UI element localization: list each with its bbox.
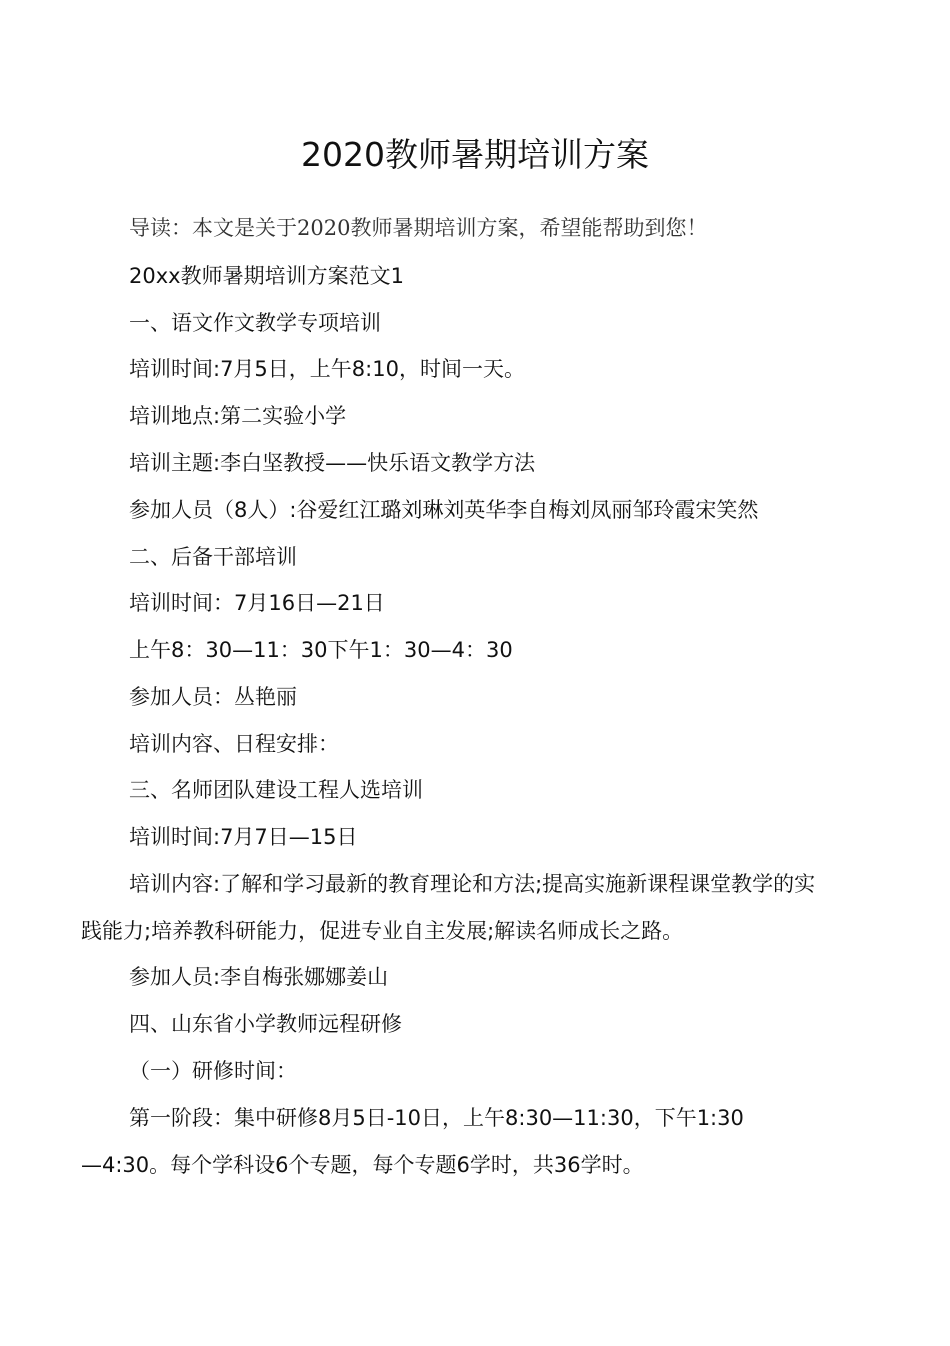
body-line: 参加人员:李自梅张娜娜姜山 <box>129 965 389 989</box>
body-line: 参加人员（8人）:谷爱红江璐刘琳刘英华李自梅刘凤丽邹玲霞宋笑然 <box>129 498 759 522</box>
section-heading: 一、语文作文教学专项培训 <box>129 311 381 335</box>
lead-paragraph: 导读：本文是关于2020教师暑期培训方案，希望能帮助到您！ <box>129 216 708 240</box>
body-line: 培训内容、日程安排： <box>129 732 339 756</box>
body-line: 培训地点:第二实验小学 <box>129 404 347 428</box>
body-line-continuation: —4:30。每个学科设6个专题，每个专题6学时，共36学时。 <box>81 1153 644 1177</box>
body-line: 培训时间:7月7日—15日 <box>129 825 358 849</box>
body-line: 第一阶段：集中研修8月5日-10日，上午8:30—11:30，下午1:30 <box>129 1106 744 1130</box>
body-line: 培训时间：7月16日—21日 <box>129 591 385 615</box>
subsection-heading: （一）研修时间： <box>129 1059 297 1083</box>
document-title: 2020教师暑期培训方案 <box>301 135 649 174</box>
section-heading: 三、名师团队建设工程人选培训 <box>129 778 423 802</box>
body-line: 培训时间:7月5日，上午8:10，时间一天。 <box>129 357 525 381</box>
body-line: 培训主题:李白坚教授——快乐语文教学方法 <box>129 451 536 475</box>
body-line-continuation: 践能力;培养教科研能力，促进专业自主发展;解读名师成长之路。 <box>81 919 684 943</box>
section-heading: 四、山东省小学教师远程研修 <box>129 1012 402 1036</box>
section-heading: 20xx教师暑期培训方案范文1 <box>129 264 404 288</box>
section-heading: 二、后备干部培训 <box>129 545 297 569</box>
body-line: 培训内容:了解和学习最新的教育理论和方法;提高实施新课程课堂教学的实 <box>129 872 816 896</box>
body-line: 参加人员：丛艳丽 <box>129 685 297 709</box>
body-line: 上午8：30—11：30下午1：30—4：30 <box>129 638 513 662</box>
